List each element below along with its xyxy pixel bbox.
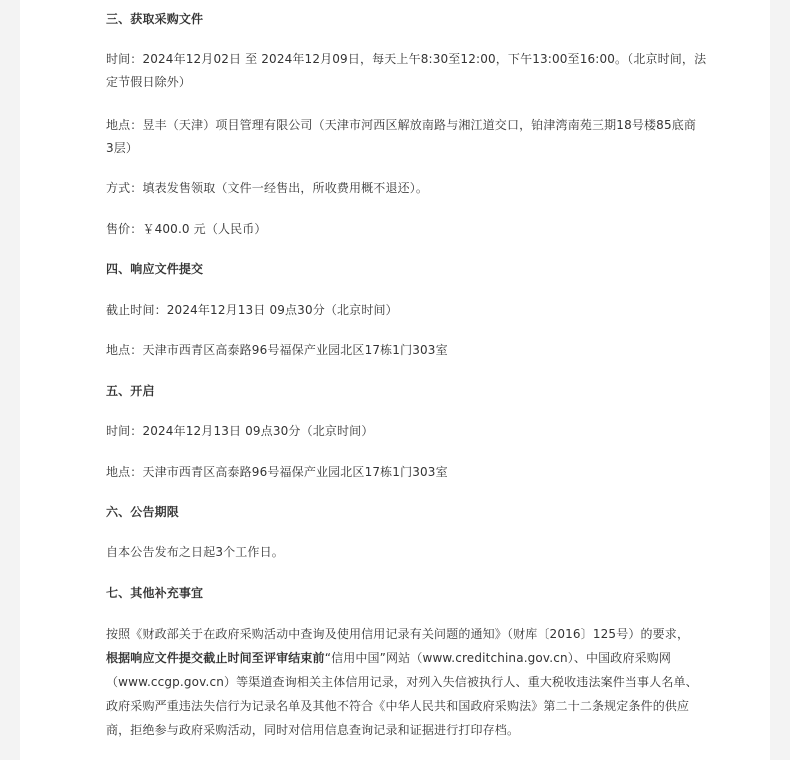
section-5-place: 地点：天津市西青区高泰路96号福保产业园北区17栋1门303室 — [106, 465, 448, 479]
section-7-line5: 商，拒绝参与政府采购活动，同时对信用信息查询记录和证据进行打印存档。 — [106, 723, 520, 737]
section-7-heading: 七、其他补充事宜 — [106, 586, 204, 600]
section-5-heading: 五、开启 — [106, 384, 155, 398]
section-7-line3: （www.ccgp.gov.cn）等渠道查询相关主体信用记录，对列入失信被执行人、重大税收违法案件当事人名单、 — [106, 675, 698, 689]
section-7-bold-phrase: 根据响应文件提交截止时间至评审结束前 — [106, 651, 325, 665]
section-3-method: 方式：填表发售领取（文件一经售出，所收费用概不退还）。 — [106, 181, 429, 195]
section-6-heading: 六、公告期限 — [106, 505, 179, 519]
section-7-line1: 按照《财政部关于在政府采购活动中查询及使用信用记录有关问题的通知》（财库〔2016〕125号）的要求， — [106, 627, 690, 641]
section-3-place-line1: 地点：昱丰（天津）项目管理有限公司（天津市河西区解放南路与湘江道交口，铂津湾南苑三期18号楼85底商 — [106, 118, 697, 132]
section-7-line4: 政府采购严重违法失信行为记录名单及其他不符合《中华人民共和国政府采购法》第二十二条规定条件的供应 — [106, 699, 690, 713]
section-3-time-line1: 时间：2024年12月02日 至 2024年12月09日，每天上午8:30至12:00，下午13:00至16:00。（北京时间，法 — [106, 52, 707, 66]
section-3-heading: 三、获取采购文件 — [106, 12, 204, 26]
section-4-deadline: 截止时间：2024年12月13日 09点30分（北京时间） — [106, 303, 398, 317]
section-6-text: 自本公告发布之日起3个工作日。 — [106, 545, 284, 559]
document-page — [20, 0, 770, 760]
section-4-place: 地点：天津市西青区高泰路96号福保产业园北区17栋1门303室 — [106, 343, 448, 357]
section-7-line2-rest: “信用中国”网站（www.creditchina.gov.cn）、中国政府采购网 — [324, 651, 672, 665]
section-3-price: 售价：￥400.0 元（人民币） — [106, 222, 267, 236]
section-3-time-line2: 定节假日除外） — [106, 75, 192, 89]
section-5-time: 时间：2024年12月13日 09点30分（北京时间） — [106, 424, 374, 438]
section-3-place-line2: 3层） — [106, 141, 139, 155]
section-7-line2 — [106, 647, 671, 670]
section-4-heading: 四、响应文件提交 — [106, 262, 204, 276]
